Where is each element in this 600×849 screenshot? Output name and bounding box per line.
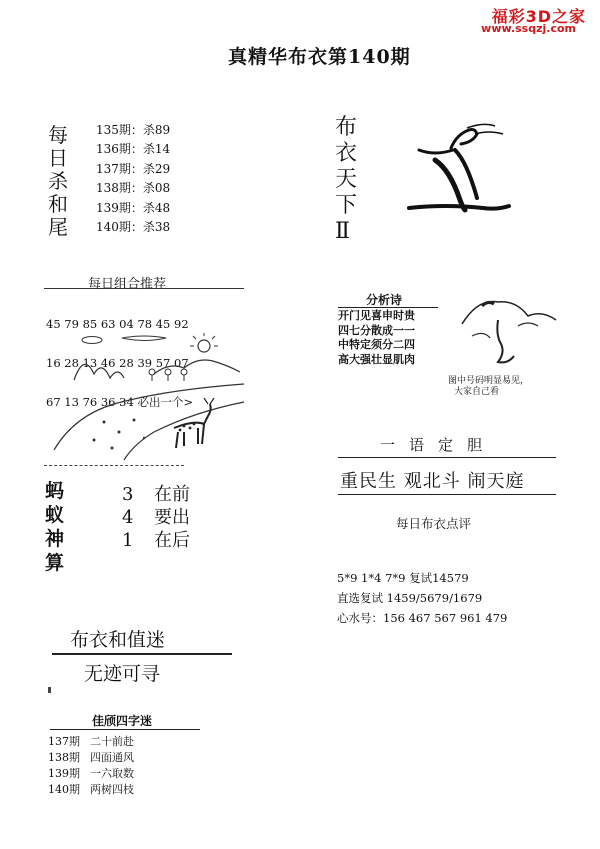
- god-calc-text: 在前: [154, 484, 190, 505]
- poem-note: [448, 376, 529, 398]
- god-calc-number: 1: [122, 530, 134, 551]
- result-line: 心水号：156 467 567 961 479: [337, 611, 508, 625]
- poem-line: 高大强壮显肌肉: [338, 352, 415, 366]
- result-line: 直选复试 1459/5679/1679: [337, 591, 483, 605]
- poem-title: 分析诗: [366, 293, 403, 307]
- four-char-period: 140期: [48, 783, 80, 796]
- combo-line: 45 79 85 63 04 78 45 92: [46, 317, 189, 331]
- daily-review-title: 每日布衣点评: [396, 516, 472, 531]
- brand-logo-text: 福彩3D之家: [491, 7, 586, 26]
- poem-line: 四七分散成一一: [338, 323, 415, 337]
- page-title: 真精华布衣第140期: [228, 46, 411, 68]
- mountain-sketch-image: [458, 290, 558, 370]
- section-divider: [44, 465, 184, 466]
- cloth-riddle-answer: 无迹可寻: [84, 663, 161, 685]
- four-char-title: 佳颀四字迷: [92, 714, 153, 728]
- poem-lines: [338, 309, 415, 367]
- four-char-text: 四面通风: [90, 751, 134, 764]
- one-phrase-rule-bottom: [338, 494, 556, 495]
- kill-line: 140期：杀38: [96, 220, 171, 235]
- kill-line: 135期：杀89: [96, 123, 171, 137]
- four-char-period: 138期: [48, 751, 80, 764]
- four-char-row: [48, 781, 134, 797]
- four-char-period: 137期: [48, 735, 80, 748]
- kill-line: 139期：杀48: [96, 200, 171, 215]
- four-char-text: 两树四枝: [90, 783, 134, 796]
- god-calc-text: 要出: [154, 507, 190, 528]
- combo-title: 每日组合推荐: [88, 277, 167, 292]
- one-phrase-text: 重民生 观北斗 闹天庭: [340, 471, 525, 492]
- kill-line: 136期：杀14: [96, 142, 171, 157]
- poem-rule: [338, 307, 438, 308]
- four-char-rule: [50, 729, 200, 730]
- four-char-text: 一六取数: [90, 767, 134, 780]
- brand-url[interactable]: www.ssqzj.com: [481, 22, 576, 35]
- one-phrase-rule: [338, 457, 556, 458]
- four-char-text: 二十前赴: [90, 735, 134, 748]
- one-phrase-title: 一语定胆: [380, 436, 497, 454]
- four-char-period: 139期: [48, 767, 80, 780]
- poem-line: 开门见喜申时贵: [338, 309, 415, 322]
- four-char-row: [48, 733, 134, 749]
- brush-calligraphy-image: [405, 120, 515, 215]
- kill-line: 138期：杀08: [96, 181, 171, 196]
- combo-line: 16 28 13 46 28 39 57 07: [46, 356, 189, 370]
- poem-note-line: 大家自己看: [454, 387, 500, 397]
- cloth-riddle-title: 布衣和值迷: [70, 629, 166, 651]
- brand-header: [0, 0, 600, 45]
- combo-line: 67 13 76 36 34 必出一个>: [46, 395, 194, 409]
- tianxia-heading: 布衣天下Ⅱ: [335, 115, 358, 244]
- god-calc-text: 在后: [154, 530, 190, 551]
- result-line: 5*9 1*4 7*9 复试14579: [337, 571, 469, 585]
- four-char-row: [48, 749, 134, 765]
- killer-heading: 每日杀和尾: [48, 123, 68, 239]
- god-calc-number: 4: [122, 507, 134, 528]
- deer-landscape-illustration: [44, 332, 244, 462]
- poem-note-line: 图中号码明显易见，: [448, 376, 530, 386]
- god-calc-heading: 蚂蚁神算: [45, 480, 65, 574]
- cloth-riddle-mark: [48, 687, 51, 693]
- four-char-row: [48, 765, 134, 781]
- poem-line: 中特定须分二四: [338, 338, 415, 352]
- god-calc-number: 3: [122, 484, 134, 505]
- god-calc-row: [122, 526, 190, 552]
- kill-list: [96, 121, 170, 237]
- cloth-riddle-rule: [52, 653, 232, 655]
- kill-line: 137期：杀29: [96, 161, 171, 176]
